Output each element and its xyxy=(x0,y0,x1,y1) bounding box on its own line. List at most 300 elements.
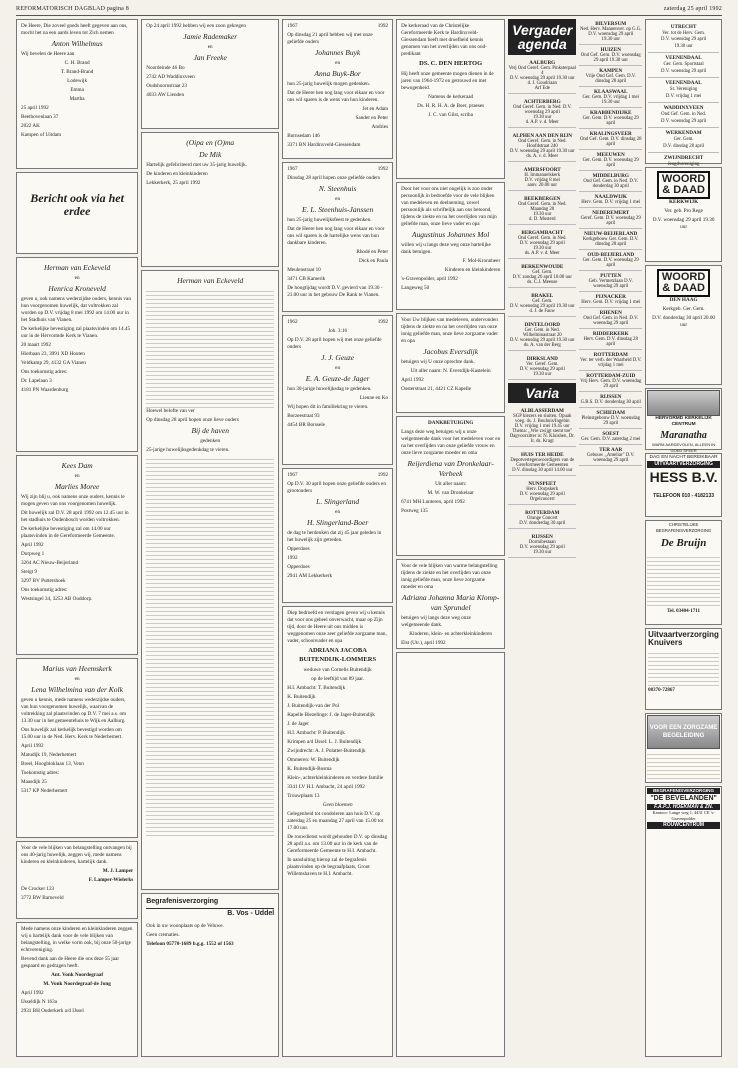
text: Kinderen, klein- en achterkleinkinderen xyxy=(409,631,492,638)
advert-title: HESS B.V. xyxy=(649,469,718,486)
logo-text: WOORD xyxy=(661,173,706,185)
text: Kerkgebouw Ger. Gem. D.V. dinsdag 28 april xyxy=(582,237,639,247)
text: Voor de vele blijken van belangstelling ontvangen bij ons 40-jarig huwelijk, zeggen wij, mede namens kinderen en kleinkinderen, hartelijk dank. xyxy=(21,845,132,866)
text: 2022 AK xyxy=(21,123,40,130)
text: Herv. Gem. D.V. dinsdag 28 april xyxy=(583,337,638,347)
text: H. Immanuelskerk xyxy=(524,173,561,178)
text: 19.30 uur xyxy=(533,115,552,120)
text: en xyxy=(335,196,341,203)
agenda-entry xyxy=(579,108,642,129)
agenda-list xyxy=(648,22,719,178)
text: 25-jarige huwelijksgedenkdag te vieren. xyxy=(146,447,230,454)
text: J. C. van Gilst, scriba xyxy=(428,111,473,118)
text: G.B.S. D.V. donderdag 30 april xyxy=(580,400,641,405)
text: Wilhelminastraat 20 xyxy=(522,333,562,338)
agenda-entry xyxy=(508,58,576,94)
name: Anton Wilhelmus xyxy=(51,39,103,49)
text: en xyxy=(74,275,80,282)
agenda-place: WERKENDAM xyxy=(665,130,702,137)
agenda-entry xyxy=(508,354,576,380)
thanks-lamper xyxy=(16,841,138,919)
advert-title: VOOR EEN ZORGZAME BEGELEIDING xyxy=(649,724,718,739)
text: D.V. woensdag 29 april xyxy=(661,68,707,74)
name: Johannes Buyk xyxy=(315,48,361,58)
agenda-entry xyxy=(579,171,642,192)
marriage-notice-dam xyxy=(16,455,138,655)
text: F. Mol-Kronnheer xyxy=(462,258,501,265)
text: Borzeestraat 93 xyxy=(287,413,320,420)
text: De kerkeraad van de Christelijke Gereformeerde Kerk te Hardinxveld-Giessendam heeft met droefheid kennis genomen van het overlijden van ons oud-predikant xyxy=(401,23,487,58)
agenda-entry xyxy=(648,78,719,103)
text: Op 24 april 1992 hebben wij een zoon gekregen xyxy=(146,23,246,29)
text: Sander en Peter xyxy=(355,115,389,122)
text: Depotvertegenwoordigers van de Gereformeerde Gemeenten xyxy=(510,458,575,468)
text: Ger. Gem. in Ned. xyxy=(524,328,560,333)
text: Ond Geref. Gem. in Ned. D.V. woensdag 29 april xyxy=(513,105,572,115)
text: Ond Geref. Gem. in Ned. xyxy=(517,236,567,241)
columns xyxy=(16,19,722,1057)
advert-title: "DE BEVELANDEN" xyxy=(650,795,717,803)
text: Opperdoes xyxy=(287,546,310,553)
agenda-entry xyxy=(508,165,576,191)
agenda-place: DIRKSLAND xyxy=(526,356,558,362)
agenda-place: SOEST xyxy=(602,431,620,437)
text: Arf Ede xyxy=(534,86,550,91)
agenda-place: RIJSSEN xyxy=(600,394,622,400)
agenda-entry xyxy=(508,291,576,317)
text: Hij heeft onze gemeente mogen dienen in de jaren van 1964-1972 en getrouwd en met bewogenheid. xyxy=(401,70,494,91)
text: 19.30 uur xyxy=(533,550,552,555)
year: 1992 xyxy=(377,166,389,172)
year: 1992 xyxy=(377,472,389,478)
agenda-entry xyxy=(579,292,642,308)
name: Augustinus Johannes Mol xyxy=(411,230,490,240)
text: Ond Gef. Gem. D.V. dinsdag 28 april xyxy=(579,137,642,147)
varia-place: HUIS TER HEIDE xyxy=(520,452,564,458)
advert-bericht xyxy=(16,172,138,254)
text-block xyxy=(647,751,720,781)
text: Zwijndrecht: A. J. Polatter-Buitendijk xyxy=(287,747,366,754)
text: ROUWCENTRUM xyxy=(647,822,720,829)
text: 3371 BN Hardinxveld-Giessendam xyxy=(287,142,361,149)
text: Ant. Vonk Noordegraaf xyxy=(51,972,104,979)
name: Bij de haven xyxy=(191,426,229,436)
advert-woord-daad-1 xyxy=(645,167,722,262)
agenda-entry xyxy=(579,150,642,171)
agenda-banner: Vergader agenda xyxy=(508,19,576,55)
text: Kerkgeb. Ger. Gem. xyxy=(662,306,705,313)
advert-name: B. Vos - Uddel xyxy=(227,910,275,918)
text: Geref. Gem. D.V. woensdag 29 april xyxy=(580,216,641,226)
varia-place: RIJSSEN xyxy=(531,534,553,540)
text: D.V. woensdag 29 april 19.30 uur xyxy=(509,76,575,81)
text: Diep bedroefd en verslagen geven wij u kennis dat voor ons geheel onverwacht, maar op Zijn tijd, door de Heere uit ons midden is weggenomen onze zeer geliefde zorgzame man, vader, schoonvader en opa xyxy=(287,610,387,645)
agenda-entry xyxy=(579,329,642,350)
text-block xyxy=(648,650,719,688)
text: Postweg 135 xyxy=(401,508,428,515)
text: Herv. Gem. D.V. vrijdag 1 mei xyxy=(581,300,641,305)
text: M. Vonk Noordegraaf-de Jong xyxy=(43,981,111,988)
text: Uit aller naam: N. Eversdijk-Kastelein xyxy=(410,368,491,375)
agenda-entry xyxy=(579,19,642,45)
text: 3341 LV H.I. Ambacht, 24 april 1992 xyxy=(287,783,365,790)
text: D.V. donderdag 30 april xyxy=(519,521,566,526)
name: Jan Freeke xyxy=(193,53,227,63)
column-2 xyxy=(141,19,279,1057)
text: Voor Uw blijken van medeleven, ondervonden tijdens de ziekte en na het overlijden van onze innig geliefde man, onze lieve zorgzame vader en opa xyxy=(401,317,498,345)
text: en xyxy=(74,473,80,480)
agenda-place: ALPHEN AAN DEN RIJN xyxy=(512,133,573,139)
text: Maandag 20 xyxy=(530,207,555,212)
agenda-entry xyxy=(579,445,642,466)
anniversary-steenhuis xyxy=(282,162,393,312)
marriage-notice-eckeveld xyxy=(16,257,138,452)
agenda-entry xyxy=(579,250,642,271)
text: K. Buitendijk xyxy=(287,693,316,700)
varia-entry xyxy=(508,406,576,447)
agenda-place: KAMPEN xyxy=(599,68,623,74)
text: IJsseldijk N 163a xyxy=(21,999,58,1006)
text: en xyxy=(335,509,341,516)
text: 5317 KP Nederhemert xyxy=(21,788,68,795)
phone: 08370-72867 xyxy=(648,687,675,693)
agenda-place: TER AAR xyxy=(599,447,623,453)
text: Ver. ter verb. der Waarheid D.V. vrijdag 1 mei xyxy=(580,358,642,368)
text: 6741 MH Lunteren, april 1992 xyxy=(401,499,465,506)
name: Adriana Johanna Maria Klomp-van Sprundel xyxy=(402,593,500,613)
text: Rhodé en Peter xyxy=(356,249,389,256)
text: Gef. Gem. xyxy=(532,270,553,275)
agenda-list xyxy=(579,19,642,466)
name: E. L. Steenhuis-Janssen xyxy=(302,205,374,215)
text: Orgelconcert xyxy=(529,497,555,502)
advert-title: Uitvaartverzorging Knuivers xyxy=(648,630,719,648)
text: Mede namens onze kinderen en kleinkinderen zeggen wij u hartelijk dank voor de vele blijken van belangstelling, in welke vorm ook, bij onze 50-jarige echtvereniging. xyxy=(21,926,133,954)
text: 19.30 uur xyxy=(533,212,552,217)
text: D.V. zondag 26 april 10.00 uur xyxy=(512,275,572,280)
column-3 xyxy=(282,19,393,1057)
varia-entry xyxy=(508,479,576,505)
name: Reijerdiena van Dronkelaar-Verbeek xyxy=(407,459,494,479)
agenda-place: KRALINGSVEER xyxy=(589,131,632,137)
text: Vrije Ond Gef. Gem. D.V. dinsdag 28 april xyxy=(585,74,636,84)
agenda-entry xyxy=(508,320,576,351)
text-block xyxy=(146,288,274,408)
text: Ger. Gem. D.V. zaterdag 2 mei xyxy=(581,437,641,442)
thanks-mol xyxy=(396,182,505,310)
column-agenda-2 xyxy=(579,19,642,1057)
text: Andries xyxy=(371,124,389,131)
text: M. J. Lamper xyxy=(102,868,134,875)
agenda-entry xyxy=(648,103,719,128)
agenda-place: ROTTERDAM xyxy=(593,352,628,358)
text: Jeugdvereniging xyxy=(667,162,700,168)
text: 1992 xyxy=(287,555,298,562)
agenda-entry xyxy=(648,128,719,153)
text: Gebouw ,,Ameliar" D.V. woensdag 29 april xyxy=(587,453,635,463)
text: Gef. Gem. xyxy=(532,299,553,304)
phone: Telefoon 05770-1689 b.g.g. 1552 of 1563 xyxy=(146,940,234,947)
agenda-entry xyxy=(579,129,642,150)
agenda-place: BERKENWOUDE xyxy=(521,264,564,270)
varia-place: ALBLASSERDAM xyxy=(520,408,564,414)
agenda-entry xyxy=(579,87,642,108)
text: hun 25-jarig huwelijksfeest te gedenken. xyxy=(287,217,372,224)
text: betuigen wij U onze oprechte dank. xyxy=(401,359,475,366)
agenda-list-right xyxy=(645,19,722,168)
varia-place: ROTTERDAM xyxy=(525,510,560,516)
text: ds. A. v. d. Meer xyxy=(526,154,559,159)
advert-bevelanden xyxy=(645,786,722,1057)
name: Lena Wilhelmina van der Kolk xyxy=(31,685,123,695)
text: en xyxy=(207,44,213,51)
text: De hoogtijdag wordt D.V. gevierd van 19.30 - 21.00 uur in het gebouw De Rank te Vianen. xyxy=(287,285,383,299)
agenda-place: ACHTERBERG xyxy=(523,99,561,105)
agenda-place: VEENENDAAL xyxy=(665,80,702,87)
text: Pleinstgebouw D.V. woensdag 29 april xyxy=(581,416,641,426)
text: ds. C.J. Meeuse xyxy=(527,280,558,285)
text: Wij zijn blij u, ook namens onze ouders, kennis te mogen geven van ons voorgenomen huwelijk. xyxy=(21,494,125,508)
text: Op dinsdag 28 april hopen onze lieve ouders xyxy=(146,417,239,424)
agenda-entry xyxy=(579,271,642,292)
text: WARM AARDEVOLEN, ALLEEN IN GOED SFEER xyxy=(651,442,716,453)
text: Ond Geref. Gem. in Ned. Hoofdstraat 240 xyxy=(517,139,567,149)
text: Toekomstig adres: xyxy=(21,770,60,777)
text-block xyxy=(146,456,274,836)
agenda-place: ZWIJNDRECHT xyxy=(663,155,704,162)
agenda-place: PIJNACKER xyxy=(595,294,626,300)
agenda-place: BRAKEL xyxy=(531,293,554,299)
text: Door het voor ons niet ongelijk is zoo onder persoonlijk in bedroefde voor de vele blijken van medeleven en deelneming, zowel persoonlijk als schriftelijk aan ons betoond, tijdens de ziekte en na het overlijden van mijn geliefde man, onze lieve vader en opa xyxy=(401,186,497,228)
varia-place: NUNSPEET xyxy=(528,481,557,487)
text: 25 april 1992 xyxy=(21,105,49,112)
agenda-entry xyxy=(648,53,719,78)
text: 19.30 uur xyxy=(533,246,552,251)
agenda-place: WADDINXVEEN xyxy=(663,105,704,112)
text: 19.30 uur xyxy=(533,372,552,377)
agenda-place: MIDDELBURG xyxy=(592,173,629,179)
text: F. Lamper-Wielerks xyxy=(88,877,134,884)
text: Ond Geref. Gem. in Ned. xyxy=(517,202,567,207)
text: D.V. woensdag 29 april 19.30 uur xyxy=(652,217,715,231)
name: Marius van Heemskerk xyxy=(42,664,112,673)
text: Dit huwelijk zal D.V. 28 april 1992 om 12.45 uur in het stadhuis te Oudenbosch worden voltrokken. xyxy=(21,510,129,524)
text: Op dinsdag 21 april hebben wij met onze geliefde ouders xyxy=(287,32,373,46)
phone: Tel. 03404-1711 xyxy=(667,609,701,615)
advert-title: Maranatha xyxy=(660,429,707,441)
text: De kerkelijke bevestiging zal om 14.00 uur plaatsvinden in de Gereformeerde Gemeente. xyxy=(21,526,116,540)
agenda-entry xyxy=(508,262,576,288)
agenda-place: NEDEREMERT xyxy=(592,210,630,216)
text: Dorpweg 1 xyxy=(21,551,45,558)
text: 4454 BR Borssele xyxy=(287,422,325,429)
text: Ds. H. R. H. A. de Boer, praeses xyxy=(417,102,485,109)
text: Ons toekomstig adres: xyxy=(21,587,68,594)
agenda-place: ROTTERDAM-ZUID xyxy=(586,373,636,379)
page-header xyxy=(16,6,722,16)
text: D.V. woensdag 29 april xyxy=(519,367,565,372)
agenda-entry xyxy=(579,66,642,87)
text: Dr. Lapelaan 3 xyxy=(21,378,52,385)
column-1 xyxy=(16,19,138,1057)
text: ds. A. van der Berg xyxy=(523,343,561,348)
text: Elst (Utr.), april 1992 xyxy=(401,640,446,647)
text: D.V. dinsdag 30 april 14.00 uur xyxy=(512,468,573,473)
advert-title: Begrafenisverzorging xyxy=(146,897,274,909)
varia-banner: Varia xyxy=(508,383,576,403)
text: De Crocker 123 xyxy=(21,886,55,893)
text: Ond Gef. Gem. in Ned. D.V. woensdag 29 april xyxy=(583,316,639,326)
text: betuigen wij langs deze weg onze welgemeende dank. xyxy=(401,615,471,629)
text: April 1992 xyxy=(21,743,44,750)
header-right: zaterdag 25 april 1992 xyxy=(663,6,722,12)
logo-text: WOORD xyxy=(661,271,706,283)
thanks-klomp xyxy=(396,559,505,649)
text: Trouwplaats 13 xyxy=(287,792,320,799)
name: N. Steenhuis xyxy=(318,184,357,194)
text: Lodewijk xyxy=(67,78,88,85)
text: Dick en Paula xyxy=(358,258,389,265)
advert-firm: F.A.P.J. HOEKMAN & ZN. xyxy=(647,804,720,811)
text: D.V. donderdag 30 april 20.00 uur xyxy=(652,315,716,329)
text: aanv. 20.00 uur xyxy=(527,183,558,188)
text: en xyxy=(335,60,341,67)
text: D.V. vrijdag 8 mei xyxy=(524,178,560,183)
name: L. Slingerland xyxy=(316,497,360,507)
text: Gelegenheid tot condoleren aan huis D.V. op zaterdag 25 en maandag 27 april van 15.00 tot 17.00 uur. xyxy=(287,810,384,831)
text: Martha xyxy=(69,96,85,103)
advert-hess xyxy=(645,453,722,517)
family-notices xyxy=(141,270,279,890)
agenda-entry xyxy=(579,308,642,329)
text: Dagvoorzitter is: N. Kluishen, Dr. Ir. ds. Kragt xyxy=(509,434,575,444)
text: D.V. woensdag 29 april xyxy=(519,492,565,497)
agenda-place: VEENENDAAL xyxy=(665,55,702,62)
text: Opperdoes xyxy=(287,564,310,571)
text: Kinderen en kleinkinderen xyxy=(444,267,501,274)
advert-woord-daad-2 xyxy=(645,265,722,385)
text: Dinsdag 28 april hopen onze geliefde ouders xyxy=(287,175,380,182)
text: Ger. Gem. D.V. vrijdag 1 mei 19.30 uur xyxy=(582,95,640,105)
anniversary-geuze xyxy=(282,315,393,465)
text: K. Buitendijk-Bosma xyxy=(287,765,332,772)
name: Jamie Rademaker xyxy=(183,32,238,42)
text: Voor de vele blijken van warme belangstelling tijdens de ziekte en het overlijden van onze innig geliefde man, onze lieve zorgzame moeder en oma xyxy=(401,563,498,591)
anniversary-buyk xyxy=(282,19,393,159)
text: Op D.V. 28 april hopen wij met onze geliefde ouders xyxy=(287,337,382,351)
building-photo xyxy=(647,390,720,416)
varia-entry xyxy=(508,450,576,476)
text: DEN HAAG xyxy=(669,297,698,303)
phone: TELEFOON 010 - 4182133 xyxy=(653,493,715,500)
text: Ver. Geref. Gem. xyxy=(525,362,559,367)
heading: DANKBETUIGING xyxy=(428,420,474,426)
year: 1967 xyxy=(287,166,298,172)
text: Ger. Gem. xyxy=(673,137,694,143)
agenda-place: RIDDERKERK xyxy=(592,331,629,337)
advert-maranatha xyxy=(645,388,722,453)
year: 1967 xyxy=(287,472,298,478)
text: d. J. Goudriaan xyxy=(527,81,557,86)
text: Namens de kerkeraad xyxy=(428,93,474,100)
agenda-entry xyxy=(648,22,719,53)
name: ADRIANA JACOBA BUITENDIJK-LOMMERS xyxy=(299,647,377,663)
agenda-place: PUTTEN xyxy=(600,273,622,279)
agenda-place: NIEUW-BEIJERLAND xyxy=(584,231,638,237)
name: Herman van Eckeveld xyxy=(177,276,244,285)
text: 19.30 uur xyxy=(674,43,693,49)
text: De rouwdienst wordt gehouden D.V. op dinsdag 28 april a.s. om 13.00 uur in de kerk van de Gereformeerde Gemeente te H.I. Ambacht. xyxy=(287,833,388,854)
text: Lekkerkerk, 25 april 1992 xyxy=(146,180,201,187)
text: 3772 BW Barneveld xyxy=(21,895,64,902)
agenda-place: BEEKBERGEN xyxy=(524,196,561,202)
text: Geen crematies. xyxy=(146,931,180,938)
text: Breel, Hoogbloklaan 13, Venn xyxy=(21,761,84,768)
text: Ver. tot de Herv. Gem. xyxy=(662,31,706,37)
text: Oosterstraat 21, 4421 CZ Kapelle xyxy=(401,386,471,393)
agenda-place: HUIZEN xyxy=(600,47,621,53)
thanks-eversdijk xyxy=(396,313,505,413)
text: Dat de Heere hen nog lang voor elkaar en voor ons wil sparen is de wens van hun kinderen. xyxy=(287,90,385,104)
text: J. de Jager xyxy=(287,720,309,727)
text: Ons huwelijk zal kerkelijk bevestigd worden om 15.00 uur in de Ned. Herv. Kerk te Nederhemert. xyxy=(21,727,123,741)
text: en xyxy=(335,365,341,372)
text: Langeweg 50 xyxy=(401,285,430,292)
text: Beethovenlaan 37 xyxy=(21,114,59,121)
text: de dag te herdenken dat zij 45 jaar geleden in het huwelijk zijn getreden. xyxy=(287,530,382,544)
text: Joh. 3:16 xyxy=(328,328,348,335)
name: DS. C. DEN HERTOG xyxy=(419,60,483,68)
text: 4033 AW Lienden xyxy=(146,92,185,99)
woord-daad-logo xyxy=(657,269,710,297)
logo-text: & DAAD xyxy=(662,184,705,196)
agenda-place: BERGAMBACHT xyxy=(521,230,564,236)
text: 3297 BV Puttershoek xyxy=(21,578,66,585)
text: D.V. woensdag 29 april xyxy=(519,241,565,246)
text: Herv. Dorpskerk xyxy=(526,487,559,492)
text: Verj Ond Geref. Gem. Pinksterpaal 4 xyxy=(508,66,576,76)
agenda-place: AMERSFOORT xyxy=(523,167,561,173)
death-notice-buitendijk xyxy=(282,606,393,1057)
text: 3264 AC Nieuw-Beijerland xyxy=(21,560,79,567)
thanks-dronkelaar xyxy=(396,416,505,556)
agenda-place: DINTELOORD xyxy=(524,322,560,328)
text: Krimpen a/d IJssel: L. J. Buitendijk xyxy=(287,738,362,745)
advert-photo xyxy=(647,715,720,749)
text: M. W. van Dronkelaar xyxy=(427,490,474,497)
agenda-place: KLAASWAAL xyxy=(594,89,628,95)
text: Noordeinde 46 Bo xyxy=(146,65,185,72)
text: D.V. vrijdag 1 mei 19.45 uur xyxy=(514,424,570,429)
text: hun 25-jarig huwelijk mogen gedenken. xyxy=(287,81,371,88)
column-adverts xyxy=(645,19,722,1057)
text: Jet en Adam xyxy=(362,106,389,113)
text: Hartelijk gefeliciteerd met uw 35-jarig huwelijk. xyxy=(146,162,248,169)
agenda-entry xyxy=(579,350,642,371)
text: Klein-, achterkleinkinderen en verdere familie xyxy=(287,774,384,781)
text: D.V. vrijdag 1 mei xyxy=(665,93,702,99)
name: H. Slingerland-Boer xyxy=(307,518,369,528)
marriage-notice-heemskerk xyxy=(16,658,138,838)
agenda-entry xyxy=(579,192,642,208)
notice-den-hertog xyxy=(396,19,505,179)
text: D.V. woensdag 29 april xyxy=(661,37,707,43)
text: Wij hopen dit in familiekring te vieren. xyxy=(287,404,369,411)
text: Meulenstraat 10 xyxy=(287,267,321,274)
text: Vrij Herv. Gem. D.V. woensdag 29 april xyxy=(580,379,642,389)
text: BEGRAFENISVERZORGING xyxy=(647,788,720,794)
text: Ver. geb. Pro Rege xyxy=(664,208,703,215)
